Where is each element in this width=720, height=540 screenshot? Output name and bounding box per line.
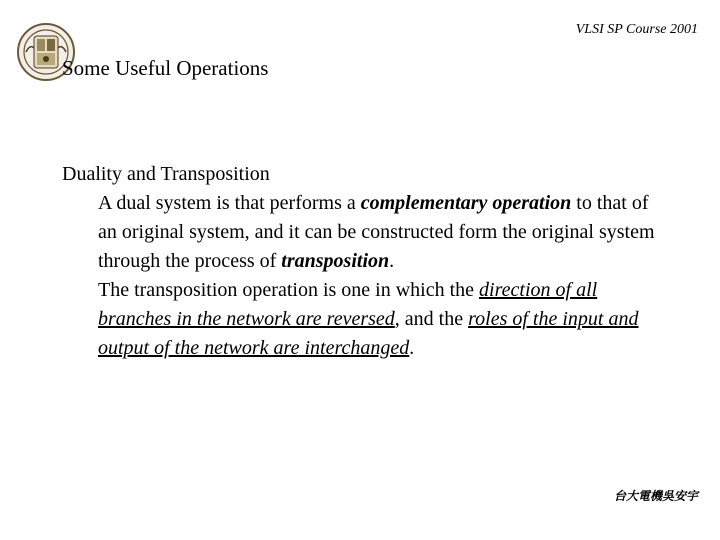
p2-underline-roles: roles of the input and output of the network are interchanged: [98, 308, 639, 359]
p2-text-c: , and the: [394, 308, 469, 330]
slide-body: [62, 160, 662, 363]
slide-title: Some Useful Operations: [62, 56, 269, 80]
p1-text-a: A dual system is that performs a: [98, 192, 361, 214]
p1-emphasis-complementary: complementary operation: [360, 192, 572, 214]
p2-underline-direction: direction of all branches in the network are reversed: [98, 279, 598, 330]
footer-author: 台大電機吳安宇: [613, 489, 698, 503]
p2-text-a: The transposition operation is one in which the: [98, 279, 480, 301]
section-heading: Duality and Transposition: [62, 163, 270, 185]
p1-text-e: .: [389, 250, 395, 272]
course-label: VLSI SP Course 2001: [575, 22, 698, 37]
p1-emphasis-transposition: transposition: [281, 250, 390, 272]
paragraph-duality: [62, 189, 662, 276]
p1-text-c: to that of an original system, and it can be constructed form the original system through the process of: [98, 192, 655, 272]
p2-text-e: .: [409, 337, 415, 359]
paragraph-transposition: [62, 276, 662, 363]
